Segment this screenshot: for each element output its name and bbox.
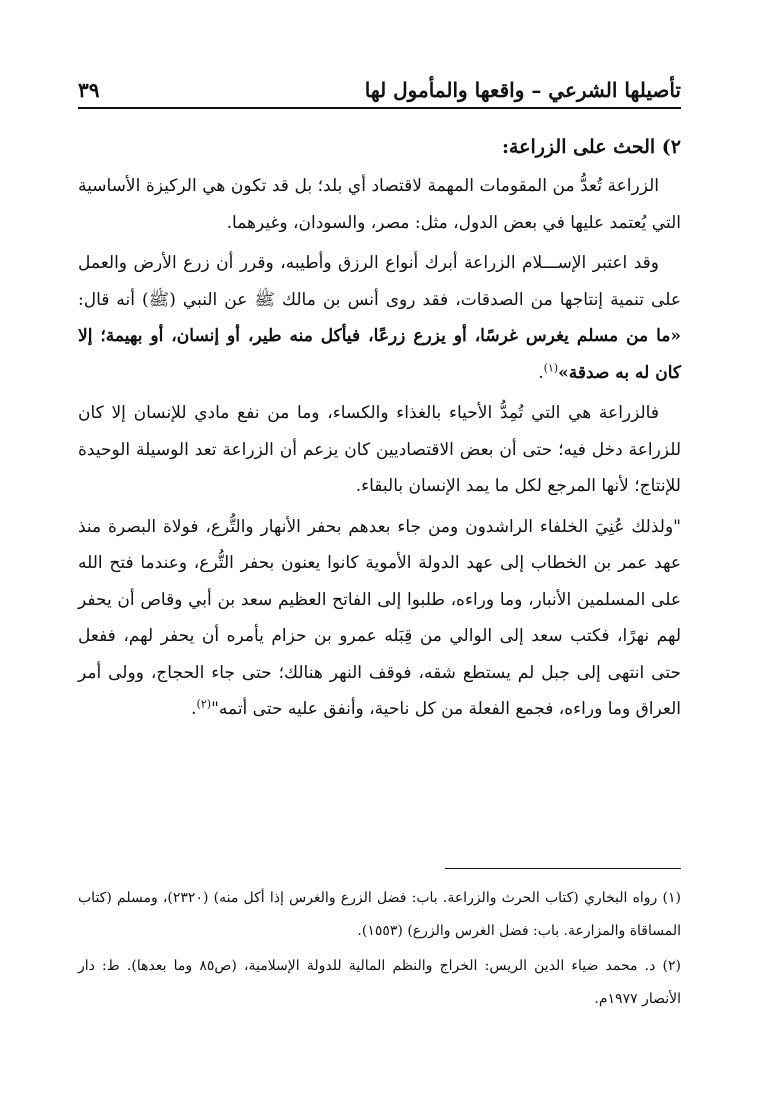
hadith-intro: وقد اعتبر الإســـلام الزراعة أبرك أنواع الرزق وأطيبه، وقرر أن زرع الأرض والعمل على تنمية إنتاجها من الصدقات، فقد روى أنس بن مالك ﷺ عن النبي (ﷺ) أنه قال: <box>78 253 681 310</box>
canals-text: "ولذلك عُنِيَ الخلفاء الراشدون ومن جاء بعدهم بحفر الأنهار والتُّرع، فولاة البصرة منذ عهد عمر بن الخطاب إلى عهد الدولة الأموية كانوا يعنون بحفر التُّرع، وعندما فتح الله على المسلمين الأنبار، وما وراءه، طلبوا إلى الفاتح العظيم سعد بن أبي وقاص أن يحفر لهم نهرًا، فكتب سعد إلى الوالي من قِبَله عمرو بن حزام يأمره أن يحفر لهم، ففعل حتى انتهى إلى جبل لم يستطع شقه، فوقف النهر هنالك؛ حتى جاء الحجاج، وولى أمر العراق وما وراءه، فجمع الفعلة من كل ناحية، وأنفق عليه حتى أتمه" <box>78 516 681 719</box>
running-title: تأصيلها الشرعي – واقعها والمأمول لها <box>364 78 681 102</box>
footnote-1: (١) رواه البخاري (كتاب الحرث والزراعة. باب: فضل الزرع والغرس إذا أكل منه) (٢٣٢٠)، ومسلم (كتاب المساقاة والمزارعة. باب: فضل الغرس والزرع) (١٥٥٣). <box>78 890 681 939</box>
paragraph-agriculture-importance: الزراعة تُعدُّ من المقومات المهمة لاقتصاد أي بلد؛ بل قد تكون هي الركيزة الأساسية التي يُعتمد عليها في بعض الدول، مثل: مصر، والسودان، وغيرهما. <box>78 176 681 233</box>
paragraph-hadith <box>78 245 681 391</box>
main-text <box>78 130 681 732</box>
footnote-divider <box>445 868 681 869</box>
page-number: ٣٩ <box>78 78 100 102</box>
footnote-ref-2[interactable]: (٢) <box>196 697 212 711</box>
footnotes <box>78 882 681 1018</box>
paragraph-agriculture-benefit: فالزراعة هي التي تُمِدُّ الأحياء بالغذاء والكساء، وما من نفع مادي للإنسان إلا كان للزراعة دخل فيه؛ حتى أن بعض الاقتصاديين كان يزعم أن الزراعة تعد الوسيلة الوحيدة للإنتاج؛ لأنها المرجع لكل ما يمد الإنسان بالبقاء. <box>78 403 681 496</box>
hadith-end: . <box>538 362 544 383</box>
paragraph-canals <box>78 509 681 728</box>
canals-end: . <box>191 699 197 719</box>
footnote-ref-1[interactable]: (١) <box>543 360 559 374</box>
header-divider <box>78 107 681 109</box>
page-header <box>78 68 681 102</box>
section-heading: ٢) الحث على الزراعة: <box>501 136 681 158</box>
footnote-2: (٢) د. محمد ضياء الدين الريس: الخراج والنظم المالية للدولة الإسلامية، (ص٨٥ وما بعدها). ط: دار الأنصار ١٩٧٧م. <box>78 958 681 1007</box>
hadith-quote: «ما من مسلم يغرس غرسًا، أو يزرع زرعًا، فيأكل منه طير، أو إنسان، أو بهيمة؛ إلا كان له به صدقة» <box>78 326 681 383</box>
